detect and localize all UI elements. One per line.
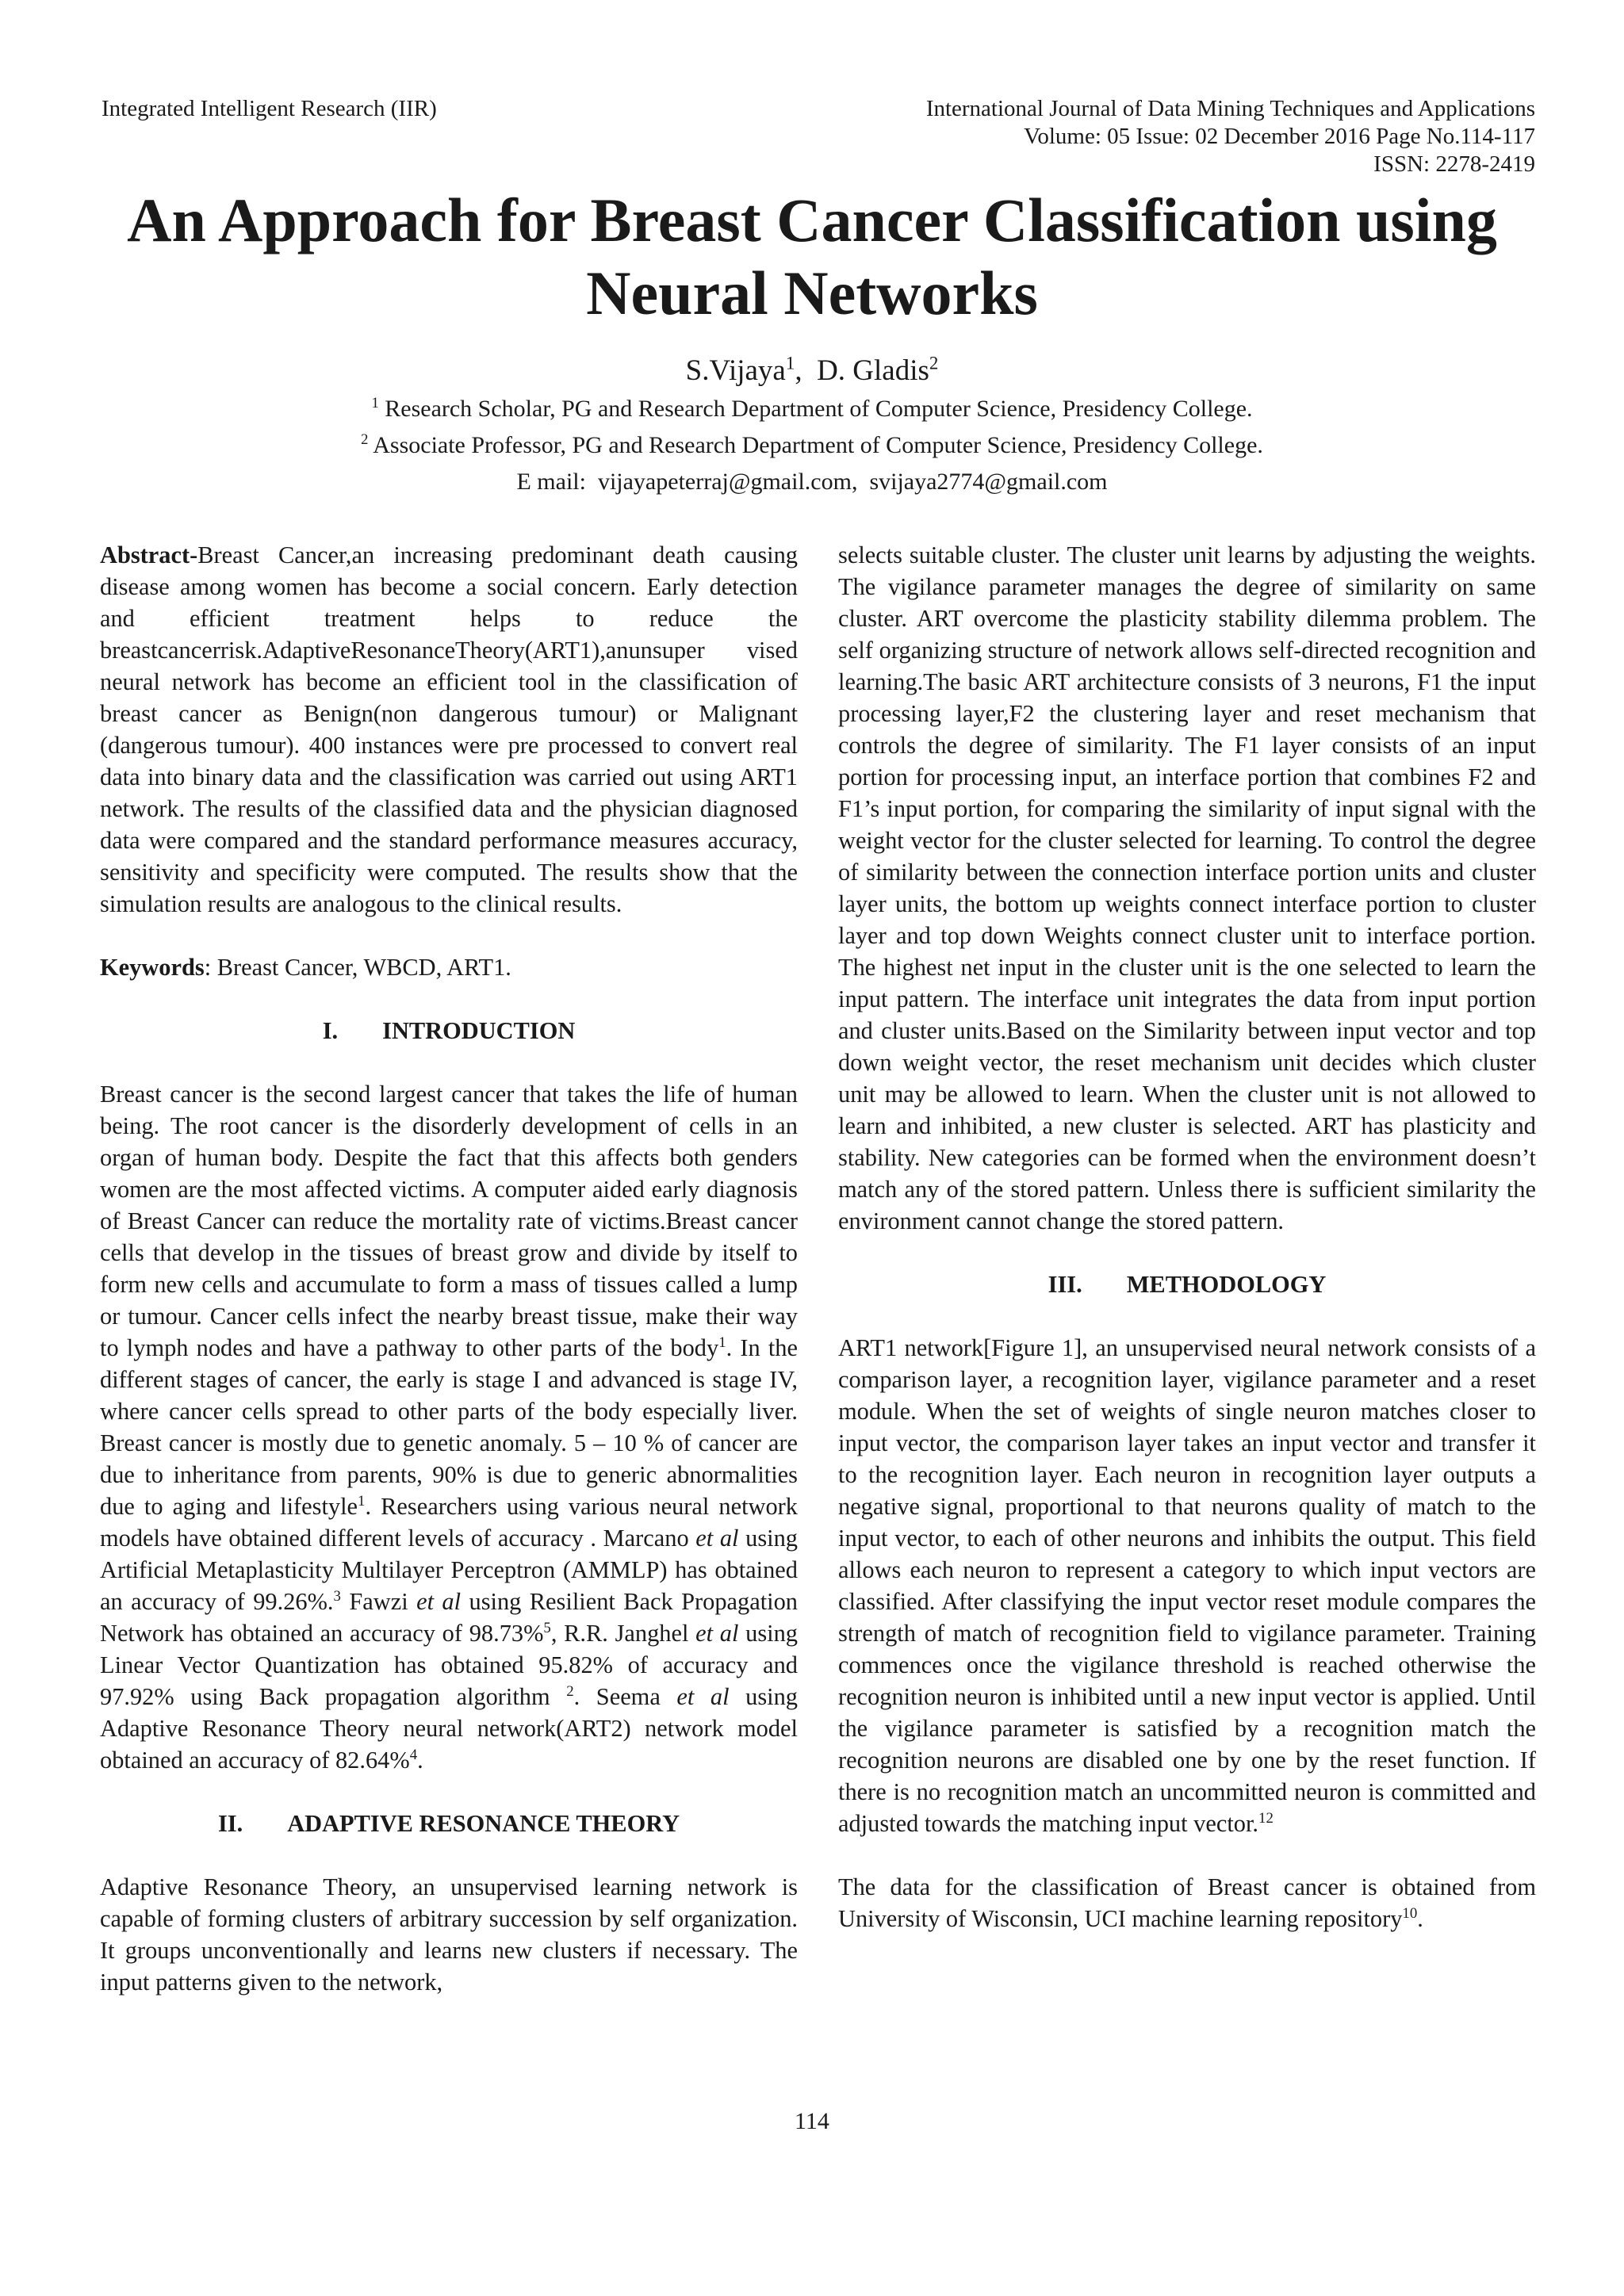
citation-sup: 12: [1258, 1809, 1274, 1827]
intro-text-6: using Resilient Back Propagation Network has obtained an accuracy of 98.73%: [100, 1588, 798, 1647]
author-emails: E mail: vijayapeterraj@gmail.com, svijaya2774@gmail.com: [516, 469, 1108, 495]
intro-text-4: using Artificial Metaplasticity Multilayer Perceptron (AMMLP) has obtained an accuracy of 99.26%.: [100, 1525, 798, 1615]
et-al: et al: [695, 1620, 739, 1647]
journal-volume: Volume: 05 Issue: 02 December 2016 Page No.114-117: [1024, 124, 1535, 149]
art-paragraph-continued: selects suitable cluster. The cluster unit learns by adjusting the weights. The vigilance parameter manages the degree of similarity on same cluster. ART overcome the plasticity stability dilemma problem. The self organizing structure of network allows self-directed recognition and learning.The basic ART architecture consists of 3 neurons, F1 the input processing layer,F2 the clustering layer and reset mechanism that controls the degree of similarity. The F1 layer consists of an input portion for processing input, an interface portion that combines F2 and F1’s input portion, for comparing the similarity of input signal with the weight vector for the cluster selected for learning. To control the degree of similarity between the connection interface portion units and cluster layer units, the bottom up weights connect interface portion to cluster layer and top down Weights connect cluster unit to interface portion. The highest net input in the cluster unit is the one selected to learn the input pattern. The interface unit integrates the data from input portion and cluster units.Based on the Similarity between input vector and top down weight vector, the reset mechanism unit decides which cluster unit may be allowed to learn. When the cluster unit is not allowed to learn and inhibited, a new cluster is selected. ART has plasticity and stability. New categories can be formed when the environment doesn’t match any of the stored pattern. Unless there is sufficient similarity the environment cannot change the stored pattern.: [838, 541, 1536, 1234]
methodology-text-2-end: .: [1417, 1905, 1423, 1932]
methodology-paragraph-1: [838, 1332, 1536, 1839]
intro-text-8: using Linear Vector Quantization has obtained 95.82% of accuracy and 97.92% using Back propagation algorithm: [100, 1620, 798, 1710]
journal-issn: ISSN: 2278-2419: [1373, 151, 1535, 177]
affiliation-1-sup: 1: [371, 395, 379, 411]
section-heading-art: [100, 1808, 798, 1839]
author-1: S.Vijaya: [685, 354, 786, 387]
introduction-paragraph: [100, 1078, 798, 1776]
affiliation-2-text: Associate Professor, PG and Research Department of Computer Science, Presidency College.: [368, 432, 1263, 458]
intro-text-11: .: [417, 1747, 423, 1774]
keywords: [100, 951, 798, 983]
methodology-paragraph-2: [838, 1871, 1536, 1934]
authors: [0, 354, 1624, 388]
section-number: III.: [1048, 1271, 1082, 1298]
section-title: ADAPTIVE RESONANCE THEORY: [287, 1810, 680, 1837]
right-column: [838, 539, 1536, 1934]
affiliation-1: [0, 395, 1624, 423]
intro-text-5: Fawzi: [340, 1588, 417, 1615]
abstract-label: Abstract-: [100, 541, 198, 568]
intro-text-9: . Seema: [573, 1683, 677, 1710]
journal-name: International Journal of Data Mining Techniques and Applications: [925, 96, 1535, 121]
citation-sup: 2: [566, 1682, 574, 1700]
citation-sup: 5: [543, 1619, 551, 1636]
section-title: METHODOLOGY: [1126, 1271, 1327, 1298]
citation-sup: 1: [358, 1492, 366, 1510]
left-column: [100, 539, 798, 1998]
methodology-text-1: ART1 network[Figure 1], an unsupervised neural network consists of a comparison layer, a recognition layer, vigilance parameter and a reset module. When the set of weights of single neuron matches closer to input vector, the comparison layer takes an input vector and transfer it to the recognition layer. Each neuron in recognition layer outputs a negative signal, proportional to that neurons quality of match to the input vector, to each of other neurons and inhibits the output. This field allows each neuron to represent a category to which input vectors are classified. After classifying the input vector reset module compares the strength of match of recognition field to vigilance parameter. Training commences once the vigilance threshold is reached otherwise the recognition neuron is inhibited until a new input vector is applied. Until the vigilance parameter is satisfied by a recognition match the recognition neurons are disabled one by one by the reset function. If there is no recognition match an uncommitted neuron is committed and adjusted towards the matching input vector.: [838, 1334, 1536, 1837]
journal-publisher: Integrated Intelligent Research (IIR): [102, 96, 437, 121]
author-separator: ,: [795, 354, 818, 387]
abstract: [100, 539, 798, 920]
citation-sup: 10: [1402, 1904, 1418, 1922]
affiliation-1-text: Research Scholar, PG and Research Department of Computer Science, Presidency College.: [378, 396, 1253, 422]
abstract-text: Breast Cancer,an increasing predominant death causing disease among women has become a social concern. Early detection and efficient treatment helps to reduce the breastcancerrisk.AdaptiveResonanceTheory(ART1),anunsuper vised neural network has become an efficient tool in the classification of breast cancer as Benign(non dangerous tumour) or Malignant (dangerous tumour). 400 instances were pre processed to convert real data into binary data and the classification was carried out using ART1 network. The results of the classified data and the physician diagnosed data were compared and the standard performance measures accuracy, sensitivity and specificity were computed. The results show that the simulation results are analogous to the clinical results.: [100, 541, 798, 917]
intro-text-3: . Researchers using various neural network models have obtained different levels of accuracy . Marcano: [100, 1493, 798, 1552]
keywords-text: : Breast Cancer, WBCD, ART1.: [204, 954, 511, 981]
journal-info: [663, 95, 1535, 178]
affiliation-2-sup: 2: [361, 431, 369, 448]
art-paragraph-start: Adaptive Resonance Theory, an unsupervised learning network is capable of forming clusters of arbitrary succession by self organization. It groups unconventionally and learns new clusters if necessary. The input patterns given to the network,: [100, 1873, 798, 1996]
section-title: INTRODUCTION: [382, 1017, 576, 1044]
author-1-sup: 1: [785, 353, 795, 373]
section-number: I.: [322, 1017, 339, 1044]
intro-text-7: , R.R. Janghel: [550, 1620, 696, 1647]
intro-text-2: . In the different stages of cancer, the early is stage I and advanced is stage IV, where cancer cells spread to other parts of the body especially liver. Breast cancer is mostly due to genetic anomaly. 5 – 10 % of cancer are due to inheritance from parents, 90% is due to generic abnormalities due to aging and lifestyle: [100, 1334, 798, 1520]
citation-sup: 4: [409, 1746, 418, 1763]
affiliation-2: [0, 431, 1624, 460]
section-heading-introduction: [100, 1015, 798, 1047]
intro-text-1: Breast cancer is the second largest cancer that takes the life of human being. The root cancer is the disorderly development of cells in an organ of human body. Despite the fact that this affects both genders women are the most affected victims. A computer aided early diagnosis of Breast Cancer can reduce the mortality rate of victims.Breast cancer cells that develop in the tissues of breast grow and divide by itself to form new cells and accumulate to form a mass of tissues called a lump or tumour. Cancer cells infect the nearby breast tissue, make their way to lymph nodes and have a pathway to other parts of the body: [100, 1081, 798, 1361]
intro-text-10: using Adaptive Resonance Theory neural network(ART2) network model obtained an accuracy of 82.64%: [100, 1683, 798, 1774]
et-al: et al: [416, 1588, 462, 1615]
paper-title: An Approach for Breast Cancer Classification using Neural Networks: [127, 186, 1497, 327]
citation-sup: 3: [333, 1587, 341, 1605]
et-al: et al: [676, 1683, 730, 1710]
et-al: et al: [695, 1525, 739, 1552]
section-number: II.: [217, 1810, 243, 1837]
section-heading-methodology: [838, 1269, 1536, 1300]
author-2: D. Gladis: [817, 354, 929, 387]
citation-sup: 1: [718, 1334, 726, 1351]
author-2-sup: 2: [929, 353, 939, 373]
page-number: 114: [795, 2108, 829, 2134]
methodology-text-2: The data for the classification of Breast cancer is obtained from University of Wisconsin, UCI machine learning repository: [838, 1873, 1536, 1932]
keywords-label: Keywords: [100, 954, 205, 981]
